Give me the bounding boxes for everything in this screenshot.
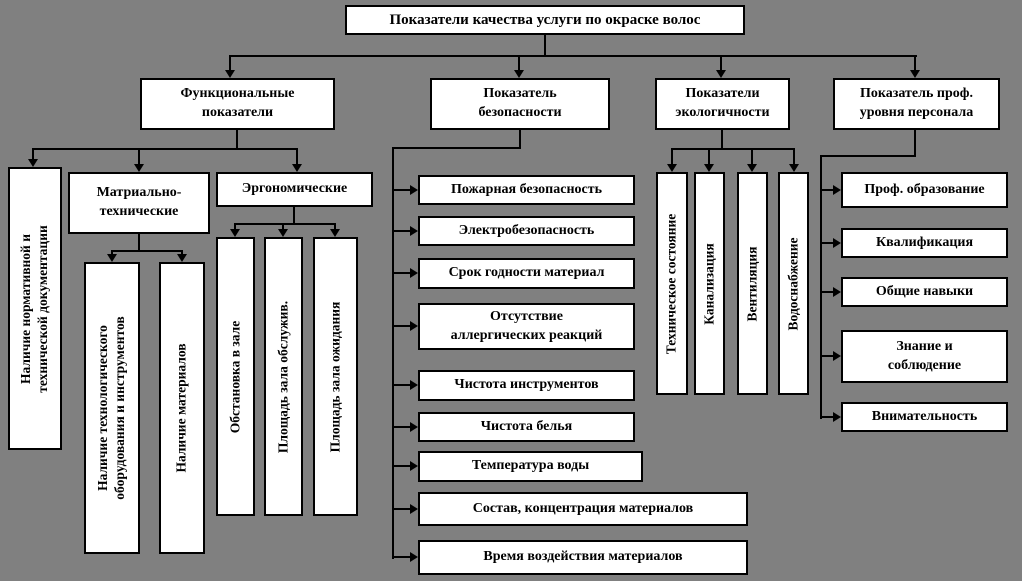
arrowhead-right-icon xyxy=(833,185,841,195)
documentation-label: Наличие нормативной и технической документации xyxy=(18,224,50,393)
arrowhead-down-icon xyxy=(910,70,920,78)
connector-line xyxy=(394,426,410,428)
arrowhead-down-icon xyxy=(292,164,302,172)
arrowhead-right-icon xyxy=(410,321,418,331)
arrowhead-right-icon xyxy=(410,552,418,562)
box-service-hall-area xyxy=(264,237,303,516)
hall-setting-label: Обстановка в зале xyxy=(227,320,243,433)
connector-line xyxy=(392,147,521,149)
connector-line xyxy=(820,155,822,419)
box-hall-setting xyxy=(216,237,255,516)
box-safety-item: Температура воды xyxy=(418,451,643,482)
connector-line xyxy=(914,130,916,157)
connector-line xyxy=(229,55,231,70)
arrowhead-down-icon xyxy=(667,164,677,172)
box-waiting-hall-area xyxy=(313,237,358,516)
box-ecology-item xyxy=(778,172,809,395)
connector-line xyxy=(822,355,833,357)
connector-line xyxy=(822,189,833,191)
ecology-item-label: Техническое состояние xyxy=(663,213,679,354)
connector-line xyxy=(671,148,795,150)
box-ecology-header: Показатели экологичности xyxy=(655,78,790,130)
box-ecology-item xyxy=(737,172,768,395)
connector-line xyxy=(822,291,833,293)
box-ecology-item xyxy=(656,172,688,395)
connector-line xyxy=(822,242,833,244)
connector-line xyxy=(793,148,795,164)
connector-line xyxy=(671,148,673,164)
arrowhead-right-icon xyxy=(833,238,841,248)
connector-line xyxy=(394,272,410,274)
arrowhead-right-icon xyxy=(410,380,418,390)
arrowhead-right-icon xyxy=(833,287,841,297)
connector-line xyxy=(394,556,410,558)
connector-line xyxy=(914,55,916,70)
connector-line xyxy=(296,148,298,164)
arrowhead-down-icon xyxy=(747,164,757,172)
box-safety-item: Чистота инструментов xyxy=(418,370,635,401)
arrowhead-down-icon xyxy=(107,254,117,262)
arrowhead-down-icon xyxy=(330,229,340,237)
connector-line xyxy=(820,155,916,157)
arrowhead-down-icon xyxy=(28,159,38,167)
box-safety-item: Срок годности материал xyxy=(418,258,635,289)
arrowhead-down-icon xyxy=(177,254,187,262)
connector-line xyxy=(519,130,521,147)
connector-line xyxy=(293,207,295,223)
box-material-header: Матриально-технические xyxy=(68,172,210,234)
box-safety-item: Пожарная безопасность xyxy=(418,175,635,205)
box-equipment xyxy=(84,262,140,554)
connector-line xyxy=(394,465,410,467)
arrowhead-right-icon xyxy=(410,504,418,514)
connector-line xyxy=(822,416,833,418)
connector-line xyxy=(229,55,917,57)
connector-line xyxy=(720,55,722,70)
ecology-item-label: Канализация xyxy=(701,242,717,325)
connector-line xyxy=(236,130,238,148)
box-safety-item: Чистота белья xyxy=(418,412,635,442)
ecology-item-label: Водоснабжение xyxy=(785,236,801,331)
arrowhead-right-icon xyxy=(410,268,418,278)
connector-line xyxy=(394,508,410,510)
waiting-hall-area-label: Площадь зала ожидания xyxy=(327,301,343,452)
connector-line xyxy=(394,384,410,386)
arrowhead-right-icon xyxy=(410,422,418,432)
connector-line xyxy=(721,130,723,148)
box-personnel-item: Знание и соблюдение xyxy=(841,330,1008,383)
arrowhead-down-icon xyxy=(230,229,240,237)
ecology-item-label: Вентиляция xyxy=(744,246,760,321)
arrowhead-right-icon xyxy=(410,185,418,195)
arrowhead-down-icon xyxy=(225,70,235,78)
equipment-label: Наличие технологического оборудования и инструментов xyxy=(95,316,127,500)
box-personnel-item: Проф. образование xyxy=(841,172,1008,208)
connector-line xyxy=(394,230,410,232)
connector-line xyxy=(138,234,140,250)
box-personnel-item: Общие навыки xyxy=(841,277,1008,307)
connector-line xyxy=(234,223,336,225)
connector-line xyxy=(394,189,410,191)
arrowhead-down-icon xyxy=(716,70,726,78)
connector-line xyxy=(394,325,410,327)
connector-line xyxy=(708,148,710,164)
box-ecology-item xyxy=(694,172,725,395)
connector-line xyxy=(392,147,394,559)
box-personnel-header: Показатель проф. уровня персонала xyxy=(833,78,1000,130)
box-personnel-item: Квалификация xyxy=(841,228,1008,258)
box-ergonomic-header: Эргономические xyxy=(216,172,373,207)
arrowhead-right-icon xyxy=(410,226,418,236)
box-documentation xyxy=(8,167,62,450)
box-safety-item: Время воздействия материалов xyxy=(418,540,748,575)
arrowhead-right-icon xyxy=(410,461,418,471)
arrowhead-right-icon xyxy=(833,351,841,361)
connector-line xyxy=(32,148,298,150)
arrowhead-right-icon xyxy=(833,412,841,422)
box-materials xyxy=(159,262,205,554)
materials-label: Наличие материалов xyxy=(173,343,189,473)
arrowhead-down-icon xyxy=(789,164,799,172)
arrowhead-down-icon xyxy=(704,164,714,172)
connector-line xyxy=(111,250,183,252)
connector-line xyxy=(32,148,34,159)
box-safety-header: Показатель безопасности xyxy=(430,78,610,130)
box-functional-header: Функциональные показатели xyxy=(140,78,335,130)
arrowhead-down-icon xyxy=(514,70,524,78)
arrowhead-down-icon xyxy=(134,164,144,172)
box-safety-item: Электробезопасность xyxy=(418,216,635,246)
connector-line xyxy=(518,55,520,70)
connector-line xyxy=(138,148,140,164)
box-root-title: Показатели качества услуги по окраске волос xyxy=(345,5,745,35)
arrowhead-down-icon xyxy=(278,229,288,237)
box-personnel-item: Внимательность xyxy=(841,402,1008,432)
box-safety-item: Состав, концентрация материалов xyxy=(418,492,748,526)
connector-line xyxy=(751,148,753,164)
connector-line xyxy=(544,35,546,55)
service-hall-area-label: Площадь зала обслужив. xyxy=(275,300,291,453)
box-safety-item: Отсутствие аллергических реакций xyxy=(418,303,635,350)
